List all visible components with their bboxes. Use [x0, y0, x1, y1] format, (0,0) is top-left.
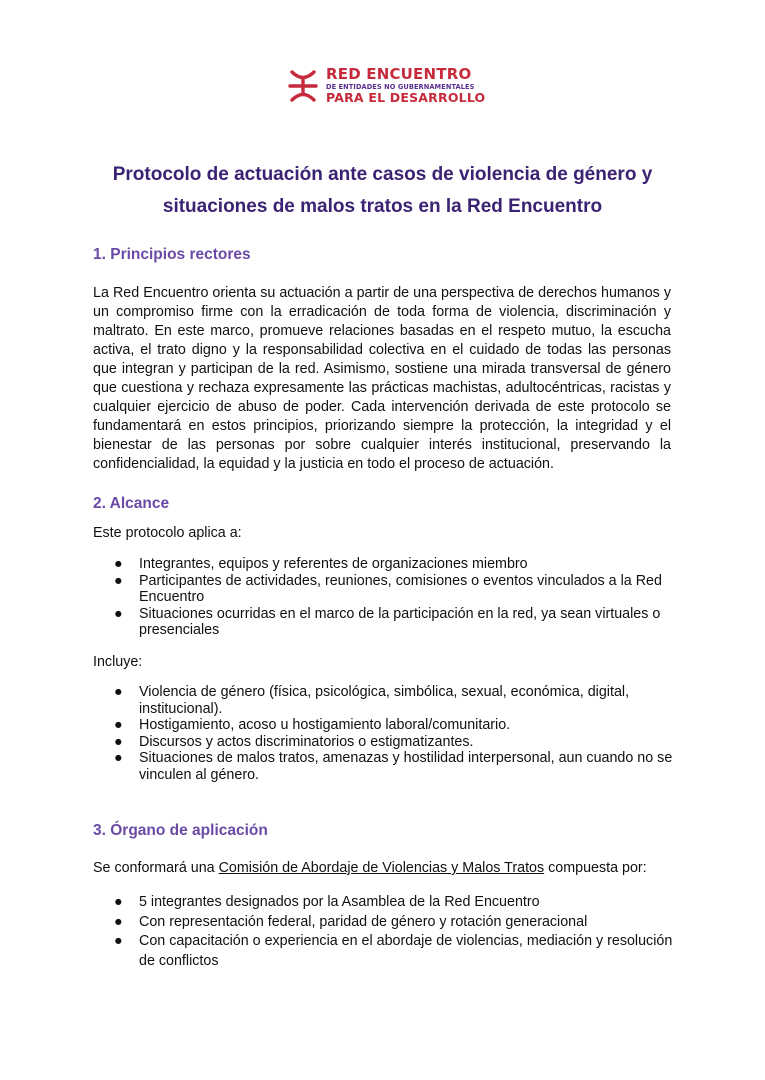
title-line-2: situaciones de malos tratos en la Red Encuentro	[162, 196, 603, 217]
list-item-text: Con representación federal, paridad de género y rotación generacional	[139, 913, 588, 930]
list-item	[93, 932, 683, 971]
list-item	[93, 717, 683, 734]
logo-line-2: DE ENTIDADES NO GUBERNAMENTALES	[326, 83, 475, 92]
bullet-icon: ●	[114, 572, 123, 589]
section-1-heading: 1. Principios rectores	[93, 246, 251, 263]
organization-logo	[288, 65, 486, 106]
list-item-text: Con capacitación o experiencia en el abordaje de violencias, mediación y resolución de conflictos	[139, 933, 673, 969]
bullet-icon: ●	[114, 894, 123, 910]
list-item	[93, 573, 683, 606]
list-item	[93, 750, 683, 783]
bullet-icon: ●	[114, 684, 123, 700]
bullet-icon: ●	[114, 733, 123, 750]
title-line-1: Protocolo de actuación ante casos de violencia de género y	[112, 164, 653, 185]
logo-line-1: RED ENCUENTRO	[326, 65, 472, 84]
bullet-icon: ●	[114, 556, 123, 572]
applies-list	[93, 556, 683, 639]
list-item	[93, 913, 683, 933]
includes-label: Incluye:	[93, 654, 143, 670]
list-item-text: 5 integrantes designados por la Asamblea de la Red Encuentro	[139, 894, 540, 910]
logo-line-3: PARA EL DESARROLLO	[326, 90, 486, 106]
commission-link[interactable]: Comisión de Abordaje de Violencias y Malos Tratos	[218, 860, 545, 876]
bullet-icon: ●	[114, 913, 123, 930]
intro-text-before: Se conformará una	[93, 860, 219, 876]
bullet-icon: ●	[114, 605, 123, 622]
list-item-text: Situaciones de malos tratos, amenazas y hostilidad interpersonal, aun cuando no se vinculen al género.	[139, 750, 673, 783]
document-title	[60, 159, 705, 223]
list-item-text: Violencia de género (física, psicológica, simbólica, sexual, económica, digital, institucional).	[139, 684, 630, 717]
list-item	[93, 734, 683, 751]
intro-text-after: compuesta por:	[544, 860, 647, 876]
includes-list	[93, 684, 683, 783]
bullet-icon: ●	[114, 717, 123, 733]
list-item	[93, 893, 683, 913]
list-item-text: Integrantes, equipos y referentes de organizaciones miembro	[139, 556, 528, 572]
section-3-intro	[93, 859, 671, 878]
list-item	[93, 556, 683, 573]
section-2-heading: 2. Alcance	[93, 495, 170, 512]
list-item-text: Situaciones ocurridas en el marco de la participación en la red, ya sean virtuales o presenciales	[139, 605, 661, 638]
list-item-text: Participantes de actividades, reuniones, comisiones o eventos vinculados a la Red Encuentro	[139, 572, 662, 605]
list-item	[93, 684, 683, 717]
list-item	[93, 606, 683, 639]
bullet-icon: ●	[114, 750, 123, 766]
bullet-icon: ●	[114, 933, 123, 949]
commission-list	[93, 893, 683, 971]
list-item-text: Discursos y actos discriminatorios o estigmatizantes.	[139, 733, 474, 750]
section-3-heading: 3. Órgano de aplicación	[93, 822, 268, 839]
section-2-intro: Este protocolo aplica a:	[93, 525, 242, 541]
logo-mark-icon	[288, 69, 318, 103]
list-item-text: Hostigamiento, acoso u hostigamiento laboral/comunitario.	[139, 717, 511, 733]
section-1-body: La Red Encuentro orienta su actuación a partir de una perspectiva de derechos humanos y un compromiso firme con la erradicación de toda forma de violencia, discriminación y maltrato. En este marco, promueve relaciones basadas en el respeto mutuo, la escucha activa, el trato digno y la responsabilidad colectiva en el cuidado de todas las personas que integran y participan de la red. Asimismo, sostiene una mirada transversal de género que cuestiona y rechaza expresamente las prácticas machistas, adultocéntricas, racistas y cualquier ejercicio de abuso de poder. Cada intervención derivada de este protocolo se fundamentará en estos principios, priorizando siempre la protección, la integridad y el bienestar de las personas por sobre cualquier interés institucional, preservando la confidencialidad, la equidad y la justicia en todo el proceso de actuación.	[93, 285, 671, 472]
